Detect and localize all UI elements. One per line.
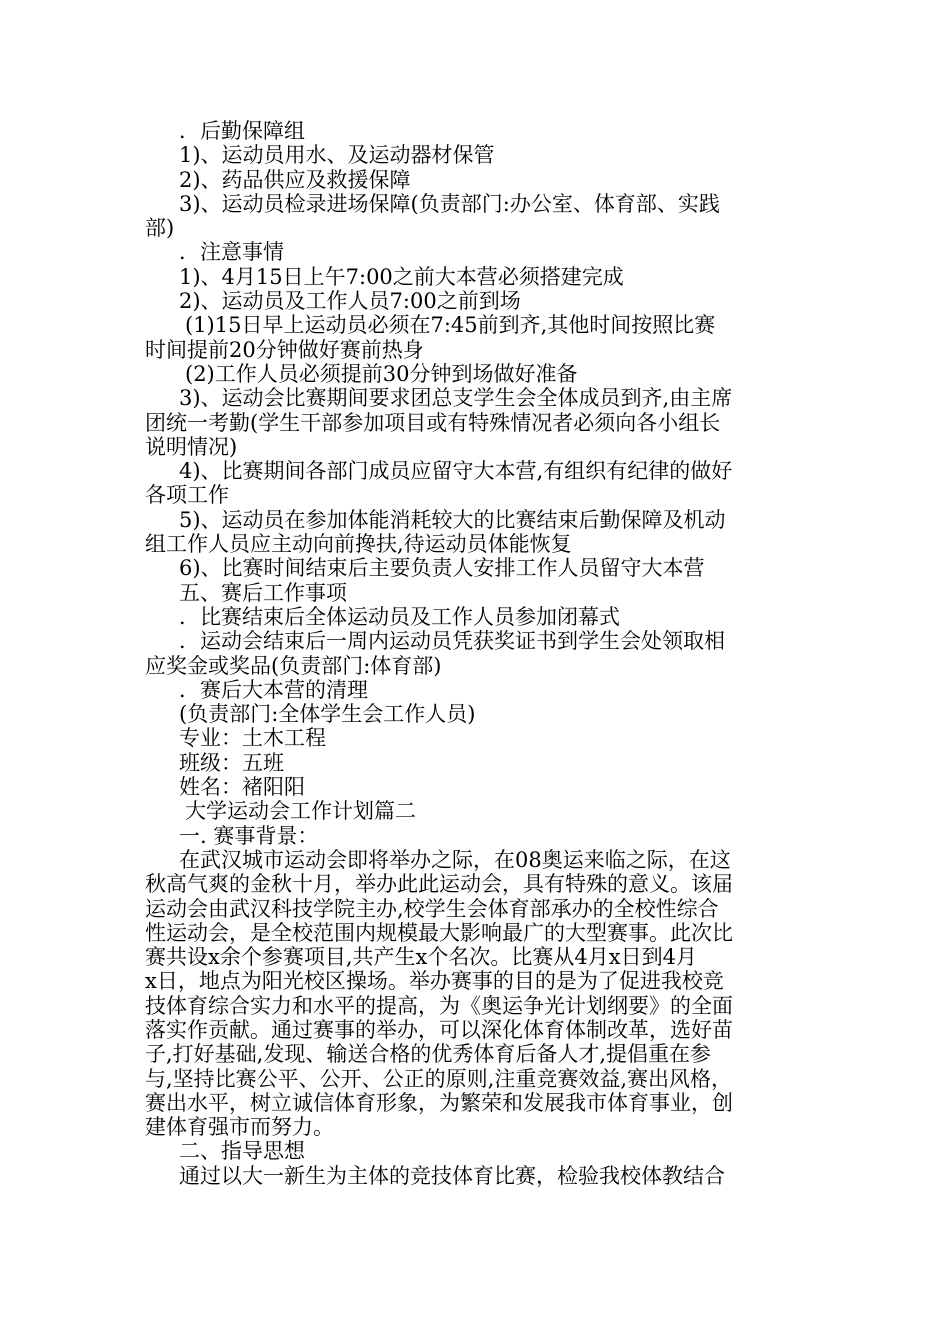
document-title: 大学运动会工作计划篇二: [185, 799, 416, 824]
list-item: 3)、运动员检录进场保障(负责部门:办公室、体育部、实践: [179, 191, 720, 216]
paragraph-line: 落实作贡献。通过赛事的举办，可以深化体育体制改革，选好苗: [145, 1017, 733, 1042]
paragraph-line: 与,坚持比赛公平、公开、公正的原则,注重竞赛效益,赛出风格，: [145, 1066, 733, 1091]
text-line: 团统一考勤(学生干部参加项目或有特殊情况者必须向各小组长: [145, 410, 721, 435]
list-item: ．比赛结束后全体运动员及工作人员参加闭幕式: [179, 604, 620, 629]
section-heading: 二、指导思想: [179, 1139, 305, 1164]
list-item: 1)、4月15日上午7:00之前大本营必须搭建完成: [179, 264, 624, 289]
document-body: [145, 119, 815, 1188]
list-item: ．赛后大本营的清理: [179, 677, 368, 702]
paragraph-line: x日，地点为阳光校区操场。举办赛事的目的是为了促进我校竞: [145, 969, 724, 994]
paragraph-line: 技体育综合实力和水平的提高，为《奥运争光计划纲要》的全面: [145, 993, 733, 1018]
section-heading: ．注意事情: [179, 240, 284, 265]
section-heading: 一. 赛事背景：: [179, 823, 319, 848]
list-item: 3)、运动会比赛期间要求团总支学生会全体成员到齐,由主席: [179, 386, 733, 411]
paragraph-line: 子,打好基础,发现、输送合格的优秀体育后备人才,提倡重在参: [145, 1042, 712, 1067]
text-line: 部): [145, 216, 175, 241]
paragraph-line: 赛共设x余个参赛项目,共产生x个名次。比赛从4月x日到4月: [145, 945, 697, 970]
list-item: 6)、比赛时间结束后主要负责人安排工作人员留守大本营: [179, 556, 705, 581]
list-item: 4)、比赛期间各部门成员应留守大本营,有组织有纪律的做好: [179, 459, 733, 484]
paragraph-line: 运动会由武汉科技学院主办,校学生会体育部承办的全校性综合: [145, 896, 719, 921]
paragraph-line: 在武汉城市运动会即将举办之际，在08奥运来临之际，在这: [179, 847, 731, 872]
info-major: 专业：土木工程: [179, 726, 326, 751]
list-item: (1)15日早上运动员必须在7:45前到齐,其他时间按照比赛: [185, 313, 716, 338]
section-heading: ．后勤保障组: [179, 119, 305, 143]
paragraph-line: 建体育强市而努力。: [145, 1115, 334, 1140]
text-line: 各项工作: [145, 483, 229, 508]
text-line: 说明情况): [145, 434, 238, 459]
paragraph-line: 性运动会，是全校范围内规模最大影响最广的大型赛事。此次比: [145, 920, 733, 945]
list-item: 2)、运动员及工作人员7:00之前到场: [179, 289, 521, 314]
list-item: 2)、药品供应及救援保障: [179, 167, 411, 192]
text-line: (负责部门:全体学生会工作人员): [179, 702, 476, 727]
list-item: 5)、运动员在参加体能消耗较大的比赛结束后勤保障及机动: [179, 507, 726, 532]
text-line: 组工作人员应主动向前搀扶,待运动员体能恢复: [145, 532, 572, 557]
info-class: 班级：五班: [179, 750, 284, 775]
list-item: ．运动会结束后一周内运动员凭获奖证书到学生会处领取相: [179, 629, 725, 654]
paragraph-line: 秋高气爽的金秋十月，举办此此运动会，具有特殊的意义。该届: [145, 872, 733, 897]
text-line: 时间提前20分钟做好赛前热身: [145, 337, 424, 362]
list-item: (2)工作人员必须提前30分钟到场做好准备: [185, 361, 578, 386]
section-heading: 五、赛后工作事项: [179, 580, 347, 605]
list-item: 1)、运动员用水、及运动器材保管: [179, 143, 495, 168]
paragraph-line: 赛出水平，树立诚信体育形象，为繁荣和发展我市体育事业，创: [145, 1090, 733, 1115]
text-line: 应奖金或奖品(负责部门:体育部): [145, 653, 442, 678]
info-name: 姓名：褚阳阳: [179, 775, 305, 800]
paragraph-line: 通过以大一新生为主体的竞技体育比赛，检验我校体教结合: [179, 1163, 725, 1188]
